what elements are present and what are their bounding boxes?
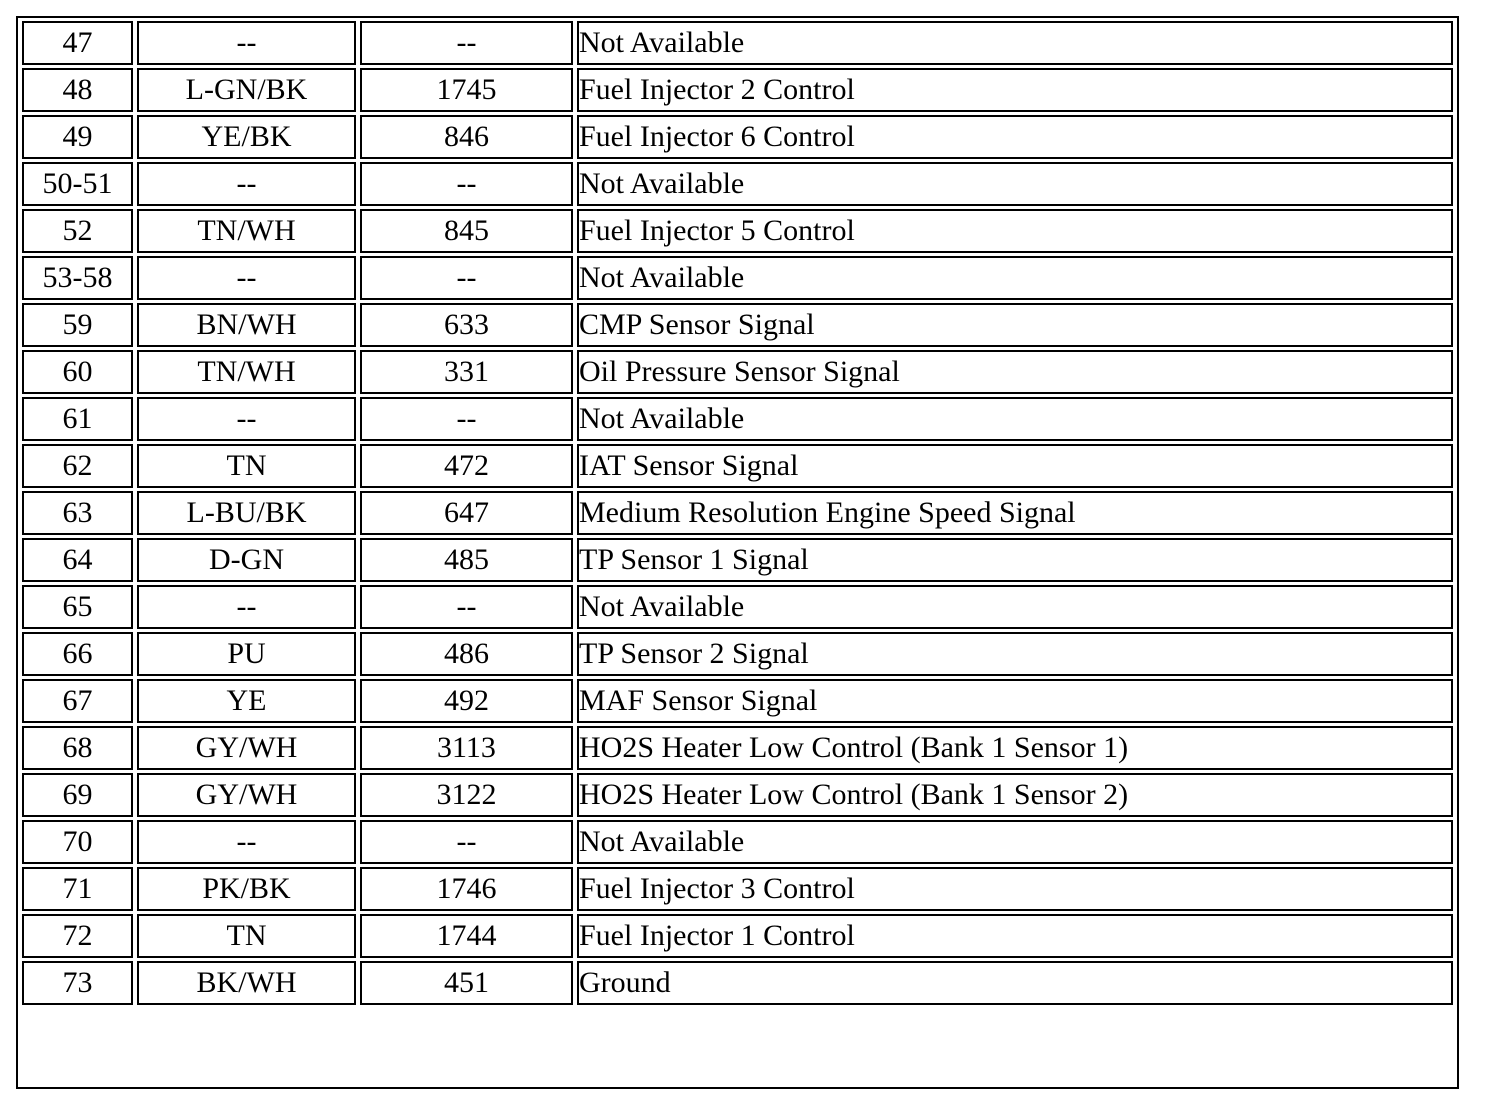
circuit-number-cell: -- [360,21,573,65]
pin-number-cell: 68 [22,726,133,770]
pin-number-cell: 65 [22,585,133,629]
wire-color-cell: PU [137,632,356,676]
wire-color-cell: TN [137,914,356,958]
table-row [22,303,1453,347]
circuit-number-cell: -- [360,820,573,864]
wire-color-cell: -- [137,820,356,864]
circuit-number-cell: 472 [360,444,573,488]
pin-number-cell: 69 [22,773,133,817]
table-row [22,538,1453,582]
pin-function-cell: MAF Sensor Signal [577,679,1453,723]
pin-function-cell: Fuel Injector 6 Control [577,115,1453,159]
pin-function-cell: Not Available [577,397,1453,441]
pin-function-cell: Fuel Injector 2 Control [577,68,1453,112]
pin-function-cell: Fuel Injector 3 Control [577,867,1453,911]
table-row [22,350,1453,394]
pin-number-cell: 72 [22,914,133,958]
pin-function-cell: CMP Sensor Signal [577,303,1453,347]
pin-function-cell: Not Available [577,820,1453,864]
pin-function-cell: TP Sensor 1 Signal [577,538,1453,582]
pin-number-cell: 48 [22,68,133,112]
table-row [22,820,1453,864]
wire-color-cell: GY/WH [137,726,356,770]
pin-function-cell: Not Available [577,21,1453,65]
table-row [22,115,1453,159]
pin-number-cell: 73 [22,961,133,1005]
circuit-number-cell: 485 [360,538,573,582]
table-row [22,585,1453,629]
table-row [22,632,1453,676]
circuit-number-cell: 1744 [360,914,573,958]
wire-color-cell: -- [137,162,356,206]
wire-color-cell: GY/WH [137,773,356,817]
pin-number-cell: 70 [22,820,133,864]
table-row [22,773,1453,817]
table-row [22,21,1453,65]
pin-number-cell: 60 [22,350,133,394]
wire-color-cell: -- [137,585,356,629]
pin-function-cell: HO2S Heater Low Control (Bank 1 Sensor 2) [577,773,1453,817]
circuit-number-cell: 331 [360,350,573,394]
wire-color-cell: -- [137,397,356,441]
table-row [22,914,1453,958]
pin-number-cell: 59 [22,303,133,347]
connector-pinout-table-frame [16,16,1459,1089]
circuit-number-cell: -- [360,162,573,206]
pin-number-cell: 52 [22,209,133,253]
table-row [22,397,1453,441]
wire-color-cell: -- [137,21,356,65]
pin-function-cell: Oil Pressure Sensor Signal [577,350,1453,394]
wire-color-cell: BN/WH [137,303,356,347]
wire-color-cell: L-GN/BK [137,68,356,112]
wire-color-cell: PK/BK [137,867,356,911]
wire-color-cell: L-BU/BK [137,491,356,535]
wire-color-cell: -- [137,256,356,300]
circuit-number-cell: 647 [360,491,573,535]
table-row [22,726,1453,770]
circuit-number-cell: 1746 [360,867,573,911]
wire-color-cell: YE [137,679,356,723]
circuit-number-cell: -- [360,397,573,441]
pin-number-cell: 53-58 [22,256,133,300]
pin-function-cell: TP Sensor 2 Signal [577,632,1453,676]
pin-number-cell: 47 [22,21,133,65]
circuit-number-cell: 633 [360,303,573,347]
pin-function-cell: Fuel Injector 1 Control [577,914,1453,958]
pin-number-cell: 71 [22,867,133,911]
pin-number-cell: 67 [22,679,133,723]
circuit-number-cell: -- [360,585,573,629]
circuit-number-cell: 492 [360,679,573,723]
pin-number-cell: 63 [22,491,133,535]
table-row [22,867,1453,911]
pin-function-cell: Not Available [577,162,1453,206]
pin-function-cell: IAT Sensor Signal [577,444,1453,488]
circuit-number-cell: -- [360,256,573,300]
pin-function-cell: Not Available [577,585,1453,629]
wire-color-cell: BK/WH [137,961,356,1005]
circuit-number-cell: 1745 [360,68,573,112]
circuit-number-cell: 845 [360,209,573,253]
wire-color-cell: YE/BK [137,115,356,159]
circuit-number-cell: 451 [360,961,573,1005]
pin-number-cell: 61 [22,397,133,441]
table-row [22,256,1453,300]
pin-function-cell: Ground [577,961,1453,1005]
pin-function-cell: HO2S Heater Low Control (Bank 1 Sensor 1) [577,726,1453,770]
pin-number-cell: 50-51 [22,162,133,206]
circuit-number-cell: 3113 [360,726,573,770]
table-row [22,491,1453,535]
pin-number-cell: 64 [22,538,133,582]
table-body [22,21,1453,1005]
pin-function-cell: Not Available [577,256,1453,300]
pin-number-cell: 62 [22,444,133,488]
circuit-number-cell: 3122 [360,773,573,817]
pin-number-cell: 66 [22,632,133,676]
table-row [22,162,1453,206]
pin-number-cell: 49 [22,115,133,159]
pin-function-cell: Fuel Injector 5 Control [577,209,1453,253]
wire-color-cell: D-GN [137,538,356,582]
table-row [22,679,1453,723]
circuit-number-cell: 846 [360,115,573,159]
wire-color-cell: TN [137,444,356,488]
table-row [22,209,1453,253]
wire-color-cell: TN/WH [137,209,356,253]
pin-function-cell: Medium Resolution Engine Speed Signal [577,491,1453,535]
wire-color-cell: TN/WH [137,350,356,394]
table-row [22,444,1453,488]
table-row [22,961,1453,1005]
table-row [22,68,1453,112]
connector-pinout-table [18,18,1457,1008]
circuit-number-cell: 486 [360,632,573,676]
